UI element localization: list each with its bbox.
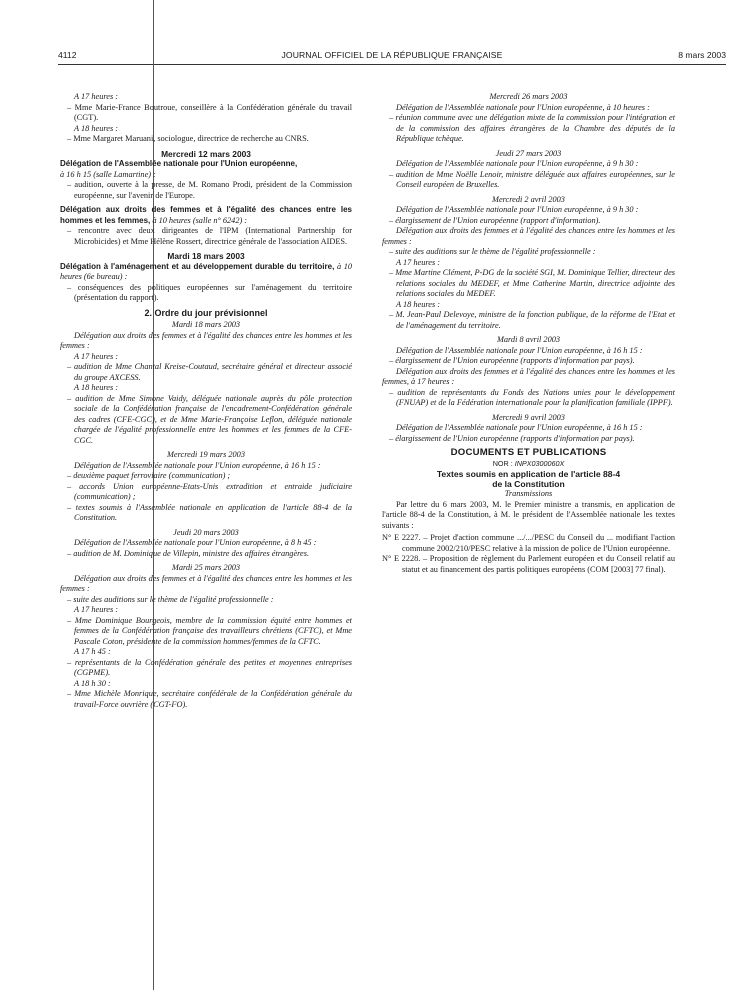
agenda-item: – élargissement de l'Union européenne (rapports d'information par pays). bbox=[389, 433, 635, 443]
delegation-heading: Délégation aux droits des femmes et à l'égalité des chances entre les hommes et les femmes : bbox=[382, 226, 675, 246]
page-number: 4112 bbox=[58, 50, 77, 60]
agenda-item: – Mme Martine Clément, P-DG de la société SGI, M. Dominique Tellier, directeur des relations sociales du MEDEF, et Mme Catherine Martin, directrice adjointe des relations sociales du MEDEF. bbox=[389, 268, 675, 298]
agenda-item: – audition de Mme Simone Vaidy, déléguée nationale auprès du pôle protection sociale de la Confédération française de l'encadrement-Confédération générale des cadres (CFE-CGC), et de Mme Marie-Françoise Leflon, déléguée nationale chargée de l'égalité professionnelle entre les hommes et les femmes de la CFE-CGC. bbox=[67, 393, 352, 445]
agenda-subheading: – suite des auditions sur le thème de l'égalité professionnelle : bbox=[389, 247, 596, 256]
left-column bbox=[60, 92, 352, 714]
delegation-heading: Délégation aux droits des femmes et à l'égalité des chances entre les hommes et les femmes : bbox=[60, 330, 352, 350]
delegation-heading: Délégation aux droits des femmes et à l'égalité des chances entre les hommes et les femmes : bbox=[60, 573, 352, 593]
agenda-item: – M. Jean-Paul Delevoye, ministre de la fonction publique, de la réforme de l'Etat et de l'aménagement du territoire. bbox=[389, 310, 675, 330]
agenda-item: – conséquences des politiques européennes sur l'aménagement du territoire (présentation du rapport). bbox=[67, 282, 352, 302]
time-label: A 17 heures : bbox=[396, 257, 441, 267]
day-heading: Mardi 18 mars 2003 bbox=[171, 320, 241, 329]
agenda-item: – représentants de la Confédération générale des petites et moyennes entreprises (CGPME). bbox=[67, 657, 352, 677]
day-heading: Mardi 18 mars 2003 bbox=[167, 251, 245, 261]
day-heading: Mardi 25 mars 2003 bbox=[171, 563, 241, 572]
textes-title-line-1: Textes soumis en application de l'article 88-4 bbox=[436, 469, 621, 479]
day-heading: Jeudi 20 mars 2003 bbox=[173, 527, 239, 537]
agenda-item: – audition de Mme Noëlle Lenoir, ministre déléguée aux affaires européennes, sur le Conseil européen de Bruxelles. bbox=[389, 169, 675, 189]
nor-label: NOR : bbox=[492, 458, 513, 468]
day-heading: Mercredi 12 mars 2003 bbox=[161, 148, 251, 159]
session-time: à 16 h 15 (salle Lamartine) : bbox=[60, 169, 156, 179]
agenda-item: – audition de représentants du Fonds des Nations unies pour le développement (FNUAP) et de la Fédération internationale pour la planification familiale (IPPF). bbox=[389, 387, 675, 407]
agenda-item: – accords Union européenne-Etats-Unis extradition et entraide judiciaire (communication) ; bbox=[67, 481, 352, 501]
transmission-intro: Par lettre du 6 mars 2003, M. le Premier ministre a transmis, en application de l'article 88-4 de la Constitution, à M. le président de l'Assemblée nationale les textes suivants : bbox=[382, 499, 675, 530]
agenda-item: – deuxième paquet ferroviaire (communication) ; bbox=[67, 471, 231, 480]
agenda-item: – Mme Michèle Monrique, secrétaire confédérale de la Confédération générale du travail-Force ouvrière (CGT-FO). bbox=[67, 689, 352, 709]
day-heading: Mardi 8 avril 2003 bbox=[496, 335, 561, 344]
time-label: A 18 heures : bbox=[396, 299, 441, 309]
delegation-heading: Délégation de l'Assemblée nationale pour l'Union européenne, à 16 h 15 : bbox=[396, 423, 643, 432]
day-heading: Mercredi 9 avril 2003 bbox=[492, 412, 565, 422]
delegation-heading: Délégation de l'Assemblée nationale pour l'Union européenne, à 16 h 15 : bbox=[396, 345, 643, 355]
right-column bbox=[382, 92, 675, 575]
agenda-item: – textes soumis à l'Assemblée nationale en application de l'article 88-4 de la Constitution. bbox=[67, 502, 352, 522]
textes-title bbox=[382, 469, 675, 489]
delegation-heading: Délégation de l'Assemblée nationale pour l'Union européenne, bbox=[60, 159, 298, 168]
agenda-subheading: – suite des auditions sur le thème de l'égalité professionnelle : bbox=[67, 594, 274, 604]
agenda-item: – élargissement de l'Union européenne (rapports d'information par pays). bbox=[389, 356, 635, 365]
page-header bbox=[58, 50, 726, 64]
day-heading: Mercredi 19 mars 2003 bbox=[167, 450, 245, 459]
agenda-item: – rencontre avec deux dirigeantes de l'IPM (International Partnership for Microbicides) et Mme Hélène Rossert, directrice générale de l'association AIDES. bbox=[67, 226, 352, 246]
time-label: A 18 heures : bbox=[74, 123, 119, 133]
agenda-item: – audition de Mme Chantal Kreise-Coutaud, secrétaire général et directeur associé du groupe AXCESS. bbox=[67, 362, 352, 382]
header-rule bbox=[58, 64, 726, 65]
time-label: A 17 heures : bbox=[74, 351, 119, 361]
delegation-heading: Délégation de l'Assemblée nationale pour l'Union européenne, à 9 h 30 : bbox=[396, 159, 639, 168]
time-label: A 17 heures : bbox=[74, 92, 119, 101]
session-time: à 10 heures (6e bureau) : bbox=[60, 261, 353, 281]
agenda-item: – élargissement de l'Union européenne (rapport d'information). bbox=[389, 215, 601, 225]
session-time: à 10 heures (salle n° 6242) : bbox=[150, 215, 248, 225]
delegation-heading: Délégation de l'Assemblée nationale pour l'Union européenne, à 16 h 15 : bbox=[74, 460, 321, 470]
delegation-heading: Délégation aux droits des femmes et à l'égalité des chances entre les hommes et les femmes, bbox=[60, 205, 352, 225]
text-entry-e2228: N° E 2228. – Proposition de règlement du Parlement européen et du Conseil relatif au statut et au financement des partis politiques européens (COM [2003] 77 final). bbox=[382, 554, 675, 574]
day-heading: Mercredi 2 avril 2003 bbox=[492, 194, 565, 204]
agenda-item: – audition de M. Dominique de Villepin, ministre des affaires étrangères. bbox=[67, 548, 310, 558]
delegation-heading: Délégation aux droits des femmes et à l'égalité des chances entre les hommes et les femmes, à 17 heures : bbox=[382, 366, 675, 386]
time-label: A 17 h 45 : bbox=[74, 647, 111, 656]
delegation-heading: Délégation de l'Assemblée nationale pour l'Union européenne, à 8 h 45 : bbox=[74, 538, 317, 547]
issue-date: 8 mars 2003 bbox=[678, 50, 726, 60]
agenda-item: – Mme Dominique Bourgeois, membre de la commission équité entre hommes et femmes de la Confédération française des travailleurs chrétiens (CFTC), et Mme Pascale Coton, présidente de la commission hommes/femmes de la CFTC. bbox=[67, 615, 352, 646]
agenda-item: – audition, ouverte à la presse, de M. Romano Prodi, président de la Commission européenne, sur l'avenir de l'Europe. bbox=[67, 180, 352, 200]
nor-value: INPX0300060X bbox=[514, 458, 565, 468]
textes-title-line-2: de la Constitution bbox=[492, 479, 565, 489]
day-heading: Mercredi 26 mars 2003 bbox=[489, 92, 568, 101]
time-label: A 18 heures : bbox=[74, 383, 119, 392]
transmissions-heading: Transmissions bbox=[504, 489, 553, 498]
agenda-item: – Mme Margaret Maruani, sociologue, directrice de recherche au CNRS. bbox=[67, 134, 309, 143]
nor-reference bbox=[382, 459, 675, 470]
journal-title: JOURNAL OFFICIEL DE LA RÉPUBLIQUE FRANÇAISE bbox=[281, 50, 503, 60]
delegation-heading: Délégation de l'Assemblée nationale pour l'Union européenne, à 9 h 30 : bbox=[396, 205, 639, 214]
agenda-item: – réunion commune avec une délégation mixte de la commission pour l'intégration et de la commission des affaires étrangères de la Chambre des députés de la République tchèque. bbox=[389, 113, 675, 143]
text-entry-e2227: N° E 2227. – Projet d'action commune .../.../PESC du Conseil du ... modifiant l'action commune 2002/210/PESC relative à la mission de police de l'Union européenne. bbox=[382, 533, 675, 553]
time-label: A 17 heures : bbox=[74, 605, 119, 614]
agenda-item: – Mme Marie-France Boutroue, conseillère à la Confédération générale du travail (CGT). bbox=[67, 102, 352, 122]
day-heading: Jeudi 27 mars 2003 bbox=[495, 148, 562, 158]
documents-section-title: DOCUMENTS ET PUBLICATIONS bbox=[450, 447, 607, 458]
section-heading: 2. Ordre du jour prévisionnel bbox=[144, 307, 268, 318]
delegation-heading: Délégation à l'aménagement et au développement durable du territoire, bbox=[60, 261, 335, 271]
delegation-heading: Délégation de l'Assemblée nationale pour l'Union européenne, à 10 heures : bbox=[396, 102, 650, 112]
time-label: A 18 h 30 : bbox=[74, 678, 111, 688]
